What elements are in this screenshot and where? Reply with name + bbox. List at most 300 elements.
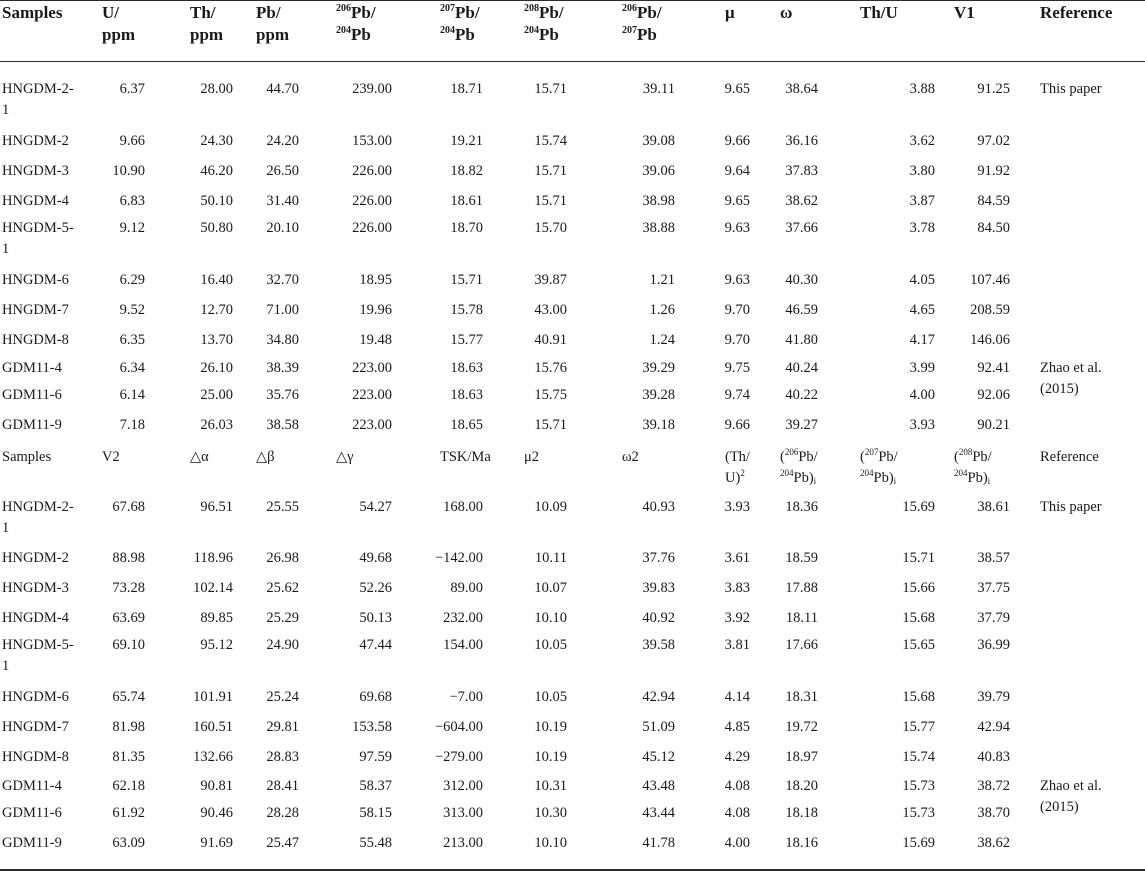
value-cell: 25.62 — [266, 580, 299, 596]
value-cell: 223.00 — [352, 417, 392, 433]
value-cell: 3.92 — [724, 610, 750, 626]
sample-cell: HNGDM-2- 1 — [2, 499, 74, 536]
reference-cell: Zhao et al. (2015) — [1040, 778, 1102, 815]
value-cell: 35.76 — [266, 387, 299, 403]
value-cell: 38.61 — [977, 499, 1010, 515]
value-cell: 69.68 — [359, 689, 392, 705]
value-cell: 153.00 — [352, 133, 392, 149]
value-cell: 62.18 — [112, 778, 145, 794]
value-cell: 43.00 — [534, 302, 567, 318]
value-cell: 18.18 — [785, 805, 818, 821]
value-cell: 9.65 — [724, 81, 750, 97]
value-cell: 15.71 — [534, 163, 567, 179]
value-cell: 18.20 — [785, 778, 818, 794]
header-cell: Pb/ ppm — [256, 3, 290, 44]
header-cell: $^{208}$Pb/ $^{204}$Pb — [524, 3, 564, 44]
value-cell: −7.00 — [449, 689, 483, 705]
value-cell: 15.66 — [902, 580, 935, 596]
table-row — [0, 161, 1145, 189]
table-row — [0, 191, 1145, 219]
subheader-cell: ($^{207}$Pb/ $^{204}Pb)_i$ — [860, 447, 898, 486]
value-cell: 39.18 — [642, 417, 675, 433]
value-cell: 39.87 — [534, 272, 567, 288]
value-cell: 102.14 — [193, 580, 233, 596]
value-cell: 38.39 — [266, 360, 299, 376]
sample-cell: HNGDM-2- 1 — [2, 81, 74, 118]
value-cell: 84.50 — [977, 220, 1010, 236]
value-cell: 20.10 — [266, 220, 299, 236]
value-cell: 13.70 — [200, 332, 233, 348]
value-cell: 15.78 — [450, 302, 483, 318]
value-cell: 40.22 — [785, 387, 818, 403]
value-cell: 15.74 — [902, 749, 935, 765]
subheader-cell: Samples — [2, 449, 52, 465]
subheader-row — [0, 447, 1145, 491]
table-row — [0, 608, 1145, 636]
value-cell: 25.00 — [200, 387, 233, 403]
value-cell: 18.63 — [450, 360, 483, 376]
header-cell: $^{207}$Pb/ $^{204}$Pb — [440, 3, 480, 44]
value-cell: 38.57 — [977, 550, 1010, 566]
value-cell: 9.65 — [724, 193, 750, 209]
value-cell: 6.29 — [119, 272, 145, 288]
value-cell: 118.96 — [193, 550, 233, 566]
value-cell: 146.06 — [970, 332, 1010, 348]
value-cell: 38.64 — [785, 81, 818, 97]
value-cell: 18.95 — [359, 272, 392, 288]
subheader-cell: ω2 — [622, 449, 639, 465]
value-cell: 28.83 — [266, 749, 299, 765]
value-cell: 4.85 — [724, 719, 750, 735]
header-cell: Th/U — [860, 3, 898, 22]
value-cell: 97.02 — [977, 133, 1010, 149]
header-cell: Th/ ppm — [190, 3, 224, 44]
sample-cell: HNGDM-8 — [2, 749, 69, 765]
value-cell: 15.77 — [902, 719, 935, 735]
value-cell: 39.79 — [977, 689, 1010, 705]
value-cell: 73.28 — [112, 580, 145, 596]
table-row — [0, 717, 1145, 745]
value-cell: 38.98 — [642, 193, 675, 209]
value-cell: 63.69 — [112, 610, 145, 626]
value-cell: 58.15 — [359, 805, 392, 821]
value-cell: 41.78 — [642, 835, 675, 851]
value-cell: 45.12 — [642, 749, 675, 765]
value-cell: 9.63 — [724, 220, 750, 236]
value-cell: 3.93 — [724, 499, 750, 515]
value-cell: 18.61 — [450, 193, 483, 209]
value-cell: 41.80 — [785, 332, 818, 348]
value-cell: 19.21 — [450, 133, 483, 149]
subheader-cell: TSK/Ma — [440, 449, 491, 465]
value-cell: 7.18 — [119, 417, 145, 433]
subheader-cell: μ2 — [524, 449, 540, 465]
value-cell: 28.28 — [266, 805, 299, 821]
value-cell: 223.00 — [352, 360, 392, 376]
value-cell: 3.81 — [724, 637, 750, 653]
value-cell: 81.35 — [112, 749, 145, 765]
subheader-cell: V2 — [102, 449, 120, 465]
value-cell: 18.65 — [450, 417, 483, 433]
value-cell: 88.98 — [112, 550, 145, 566]
value-cell: 58.37 — [359, 778, 392, 794]
value-cell: 12.70 — [200, 302, 233, 318]
value-cell: 18.59 — [785, 550, 818, 566]
sample-cell: HNGDM-5- 1 — [2, 220, 74, 257]
value-cell: 39.58 — [642, 637, 675, 653]
value-cell: 43.48 — [642, 778, 675, 794]
table-row — [0, 415, 1145, 443]
sample-cell: HNGDM-7 — [2, 302, 69, 318]
value-cell: 61.92 — [112, 805, 145, 821]
value-cell: 52.26 — [359, 580, 392, 596]
value-cell: 6.34 — [119, 360, 145, 376]
value-cell: 15.70 — [534, 220, 567, 236]
value-cell: 153.58 — [352, 719, 392, 735]
table-header — [0, 0, 1145, 60]
value-cell: 6.14 — [119, 387, 145, 403]
header-cell: V1 — [954, 3, 975, 22]
value-cell: 213.00 — [443, 835, 483, 851]
value-cell: 19.48 — [359, 332, 392, 348]
value-cell: 15.69 — [902, 835, 935, 851]
value-cell: 6.35 — [119, 332, 145, 348]
sample-cell: HNGDM-3 — [2, 580, 69, 596]
value-cell: 9.66 — [119, 133, 145, 149]
value-cell: 232.00 — [443, 610, 483, 626]
value-cell: 10.19 — [534, 749, 567, 765]
value-cell: 39.06 — [642, 163, 675, 179]
value-cell: 15.71 — [902, 550, 935, 566]
value-cell: 69.10 — [112, 637, 145, 653]
sample-cell: HNGDM-2 — [2, 550, 69, 566]
value-cell: 91.92 — [977, 163, 1010, 179]
value-cell: 51.09 — [642, 719, 675, 735]
value-cell: 18.82 — [450, 163, 483, 179]
table-row — [0, 548, 1145, 576]
value-cell: 6.37 — [119, 81, 145, 97]
value-cell: 10.11 — [534, 550, 567, 566]
subheader-cell: ($^{208}$Pb/ $^{204}Pb)_i$ — [954, 447, 992, 486]
value-cell: 39.08 — [642, 133, 675, 149]
value-cell: 10.09 — [534, 499, 567, 515]
value-cell: 24.30 — [200, 133, 233, 149]
value-cell: 226.00 — [352, 220, 392, 236]
value-cell: 15.71 — [534, 81, 567, 97]
value-cell: 34.80 — [266, 332, 299, 348]
value-cell: −279.00 — [434, 749, 483, 765]
value-cell: 1.24 — [649, 332, 675, 348]
value-cell: 9.74 — [724, 387, 750, 403]
value-cell: −604.00 — [434, 719, 483, 735]
value-cell: 1.26 — [649, 302, 675, 318]
value-cell: 89.85 — [200, 610, 233, 626]
table-row — [0, 803, 1145, 831]
value-cell: 40.91 — [534, 332, 567, 348]
value-cell: 107.46 — [970, 272, 1010, 288]
value-cell: 10.05 — [534, 689, 567, 705]
value-cell: 50.13 — [359, 610, 392, 626]
value-cell: 9.12 — [119, 220, 145, 236]
value-cell: 65.74 — [112, 689, 145, 705]
value-cell: 9.63 — [724, 272, 750, 288]
subheader-cell: Reference — [1040, 449, 1099, 465]
value-cell: 40.24 — [785, 360, 818, 376]
value-cell: 17.88 — [785, 580, 818, 596]
value-cell: 10.90 — [112, 163, 145, 179]
header-cell: $^{206}$Pb/ $^{204}$Pb — [336, 3, 376, 44]
value-cell: 4.14 — [724, 689, 750, 705]
value-cell: 63.09 — [112, 835, 145, 851]
value-cell: 4.29 — [724, 749, 750, 765]
table-row — [0, 131, 1145, 159]
value-cell: 39.11 — [642, 81, 675, 97]
value-cell: 25.47 — [266, 835, 299, 851]
value-cell: 168.00 — [443, 499, 483, 515]
value-cell: 39.29 — [642, 360, 675, 376]
value-cell: 9.52 — [119, 302, 145, 318]
value-cell: 31.40 — [266, 193, 299, 209]
value-cell: 15.71 — [534, 193, 567, 209]
value-cell: 39.83 — [642, 580, 675, 596]
value-cell: 4.17 — [909, 332, 935, 348]
sample-cell: GDM11-6 — [2, 805, 62, 821]
value-cell: 10.05 — [534, 637, 567, 653]
reference-cell: Zhao et al. (2015) — [1040, 360, 1102, 397]
sample-cell: HNGDM-6 — [2, 689, 69, 705]
value-cell: 24.20 — [266, 133, 299, 149]
sample-cell: GDM11-4 — [2, 778, 62, 794]
subheader-cell: △α — [190, 449, 209, 465]
subheader-cell: △γ — [336, 449, 354, 465]
value-cell: 3.93 — [909, 417, 935, 433]
value-cell: 223.00 — [352, 387, 392, 403]
sample-cell: HNGDM-5- 1 — [2, 637, 74, 674]
value-cell: 15.68 — [902, 689, 935, 705]
value-cell: 10.30 — [534, 805, 567, 821]
value-cell: 50.80 — [200, 220, 233, 236]
value-cell: 44.70 — [266, 81, 299, 97]
value-cell: 15.71 — [534, 417, 567, 433]
value-cell: 3.80 — [909, 163, 935, 179]
value-cell: 89.00 — [450, 580, 483, 596]
table-row — [0, 385, 1145, 413]
value-cell: 90.46 — [200, 805, 233, 821]
value-cell: 18.97 — [785, 749, 818, 765]
table-row — [0, 635, 1145, 685]
value-cell: 95.12 — [200, 637, 233, 653]
value-cell: 313.00 — [443, 805, 483, 821]
value-cell: 39.28 — [642, 387, 675, 403]
value-cell: 3.62 — [909, 133, 935, 149]
value-cell: 39.27 — [785, 417, 818, 433]
sample-cell: HNGDM-8 — [2, 332, 69, 348]
value-cell: 9.70 — [724, 332, 750, 348]
value-cell: 46.59 — [785, 302, 818, 318]
value-cell: 4.00 — [909, 387, 935, 403]
value-cell: 16.40 — [200, 272, 233, 288]
value-cell: 10.10 — [534, 835, 567, 851]
value-cell: 92.06 — [977, 387, 1010, 403]
value-cell: 43.44 — [642, 805, 675, 821]
value-cell: 84.59 — [977, 193, 1010, 209]
value-cell: 26.10 — [200, 360, 233, 376]
value-cell: 29.81 — [266, 719, 299, 735]
sample-cell: HNGDM-4 — [2, 610, 69, 626]
sample-cell: HNGDM-3 — [2, 163, 69, 179]
sample-cell: GDM11-9 — [2, 835, 62, 851]
table-row — [0, 497, 1145, 547]
table-row — [0, 300, 1145, 328]
value-cell: 26.98 — [266, 550, 299, 566]
value-cell: 28.00 — [200, 81, 233, 97]
value-cell: 40.92 — [642, 610, 675, 626]
value-cell: 4.08 — [724, 805, 750, 821]
header-cell: Samples — [2, 3, 63, 22]
value-cell: 40.30 — [785, 272, 818, 288]
value-cell: 18.70 — [450, 220, 483, 236]
value-cell: 91.69 — [200, 835, 233, 851]
value-cell: 36.99 — [977, 637, 1010, 653]
value-cell: 26.50 — [266, 163, 299, 179]
value-cell: 4.00 — [724, 835, 750, 851]
value-cell: 3.99 — [909, 360, 935, 376]
value-cell: 25.55 — [266, 499, 299, 515]
value-cell: 15.71 — [450, 272, 483, 288]
value-cell: 226.00 — [352, 163, 392, 179]
sample-cell: GDM11-4 — [2, 360, 62, 376]
sample-cell: GDM11-9 — [2, 417, 62, 433]
value-cell: 9.64 — [724, 163, 750, 179]
value-cell: 101.91 — [193, 689, 233, 705]
value-cell: 3.83 — [724, 580, 750, 596]
value-cell: 55.48 — [359, 835, 392, 851]
value-cell: 10.19 — [534, 719, 567, 735]
value-cell: 37.83 — [785, 163, 818, 179]
value-cell: 24.90 — [266, 637, 299, 653]
header-rule — [0, 61, 1145, 62]
table-row — [0, 270, 1145, 298]
table-row — [0, 330, 1145, 358]
value-cell: 71.00 — [266, 302, 299, 318]
value-cell: 10.10 — [534, 610, 567, 626]
value-cell: 32.70 — [266, 272, 299, 288]
value-cell: 67.68 — [112, 499, 145, 515]
value-cell: 208.59 — [970, 302, 1010, 318]
reference-cell: This paper — [1040, 499, 1102, 515]
value-cell: 37.66 — [785, 220, 818, 236]
value-cell: 4.05 — [909, 272, 935, 288]
value-cell: 18.63 — [450, 387, 483, 403]
value-cell: 37.76 — [642, 550, 675, 566]
value-cell: 81.98 — [112, 719, 145, 735]
value-cell: 40.83 — [977, 749, 1010, 765]
table-row — [0, 79, 1145, 129]
value-cell: 9.75 — [724, 360, 750, 376]
value-cell: 36.16 — [785, 133, 818, 149]
value-cell: 37.79 — [977, 610, 1010, 626]
value-cell: 6.83 — [119, 193, 145, 209]
sample-cell: HNGDM-2 — [2, 133, 69, 149]
value-cell: 3.88 — [909, 81, 935, 97]
header-cell: U/ ppm — [102, 3, 136, 44]
value-cell: 97.59 — [359, 749, 392, 765]
value-cell: 38.58 — [266, 417, 299, 433]
value-cell: 17.66 — [785, 637, 818, 653]
value-cell: 15.69 — [902, 499, 935, 515]
value-cell: 42.94 — [642, 689, 675, 705]
value-cell: 312.00 — [443, 778, 483, 794]
value-cell: 54.27 — [359, 499, 392, 515]
value-cell: 160.51 — [193, 719, 233, 735]
value-cell: 4.65 — [909, 302, 935, 318]
header-cell: μ — [725, 3, 735, 22]
subheader-cell: (Th/ U)$^2$ — [725, 449, 750, 486]
value-cell: 46.20 — [200, 163, 233, 179]
value-cell: 154.00 — [443, 637, 483, 653]
value-cell: 38.62 — [977, 835, 1010, 851]
value-cell: 1.21 — [649, 272, 675, 288]
reference-cell: This paper — [1040, 81, 1102, 97]
value-cell: 9.70 — [724, 302, 750, 318]
value-cell: 40.93 — [642, 499, 675, 515]
value-cell: 38.70 — [977, 805, 1010, 821]
bottom-rule — [0, 869, 1145, 871]
value-cell: −142.00 — [434, 550, 483, 566]
value-cell: 15.73 — [902, 805, 935, 821]
value-cell: 10.07 — [534, 580, 567, 596]
value-cell: 91.25 — [977, 81, 1010, 97]
value-cell: 3.78 — [909, 220, 935, 236]
value-cell: 132.66 — [193, 749, 233, 765]
value-cell: 239.00 — [352, 81, 392, 97]
value-cell: 38.72 — [977, 778, 1010, 794]
value-cell: 3.87 — [909, 193, 935, 209]
value-cell: 38.88 — [642, 220, 675, 236]
header-cell: Reference — [1040, 3, 1113, 22]
value-cell: 9.66 — [724, 133, 750, 149]
value-cell: 47.44 — [359, 637, 392, 653]
value-cell: 18.31 — [785, 689, 818, 705]
value-cell: 15.65 — [902, 637, 935, 653]
value-cell: 3.61 — [724, 550, 750, 566]
subheader-cell: ($^{206}$Pb/ $^{204}Pb)_i$ — [780, 447, 818, 486]
value-cell: 25.29 — [266, 610, 299, 626]
value-cell: 15.68 — [902, 610, 935, 626]
table-row — [0, 578, 1145, 606]
sample-cell: HNGDM-4 — [2, 193, 69, 209]
value-cell: 4.08 — [724, 778, 750, 794]
value-cell: 38.62 — [785, 193, 818, 209]
value-cell: 19.72 — [785, 719, 818, 735]
value-cell: 19.96 — [359, 302, 392, 318]
sample-cell: GDM11-6 — [2, 387, 62, 403]
table-row — [0, 687, 1145, 715]
value-cell: 96.51 — [200, 499, 233, 515]
value-cell: 26.03 — [200, 417, 233, 433]
value-cell: 15.73 — [902, 778, 935, 794]
value-cell: 15.75 — [534, 387, 567, 403]
value-cell: 25.24 — [266, 689, 299, 705]
value-cell: 90.81 — [200, 778, 233, 794]
value-cell: 9.66 — [724, 417, 750, 433]
table-row — [0, 218, 1145, 268]
value-cell: 15.74 — [534, 133, 567, 149]
value-cell: 226.00 — [352, 193, 392, 209]
header-cell: $^{206}$Pb/ $^{207}$Pb — [622, 3, 662, 44]
value-cell: 90.21 — [977, 417, 1010, 433]
value-cell: 18.36 — [785, 499, 818, 515]
